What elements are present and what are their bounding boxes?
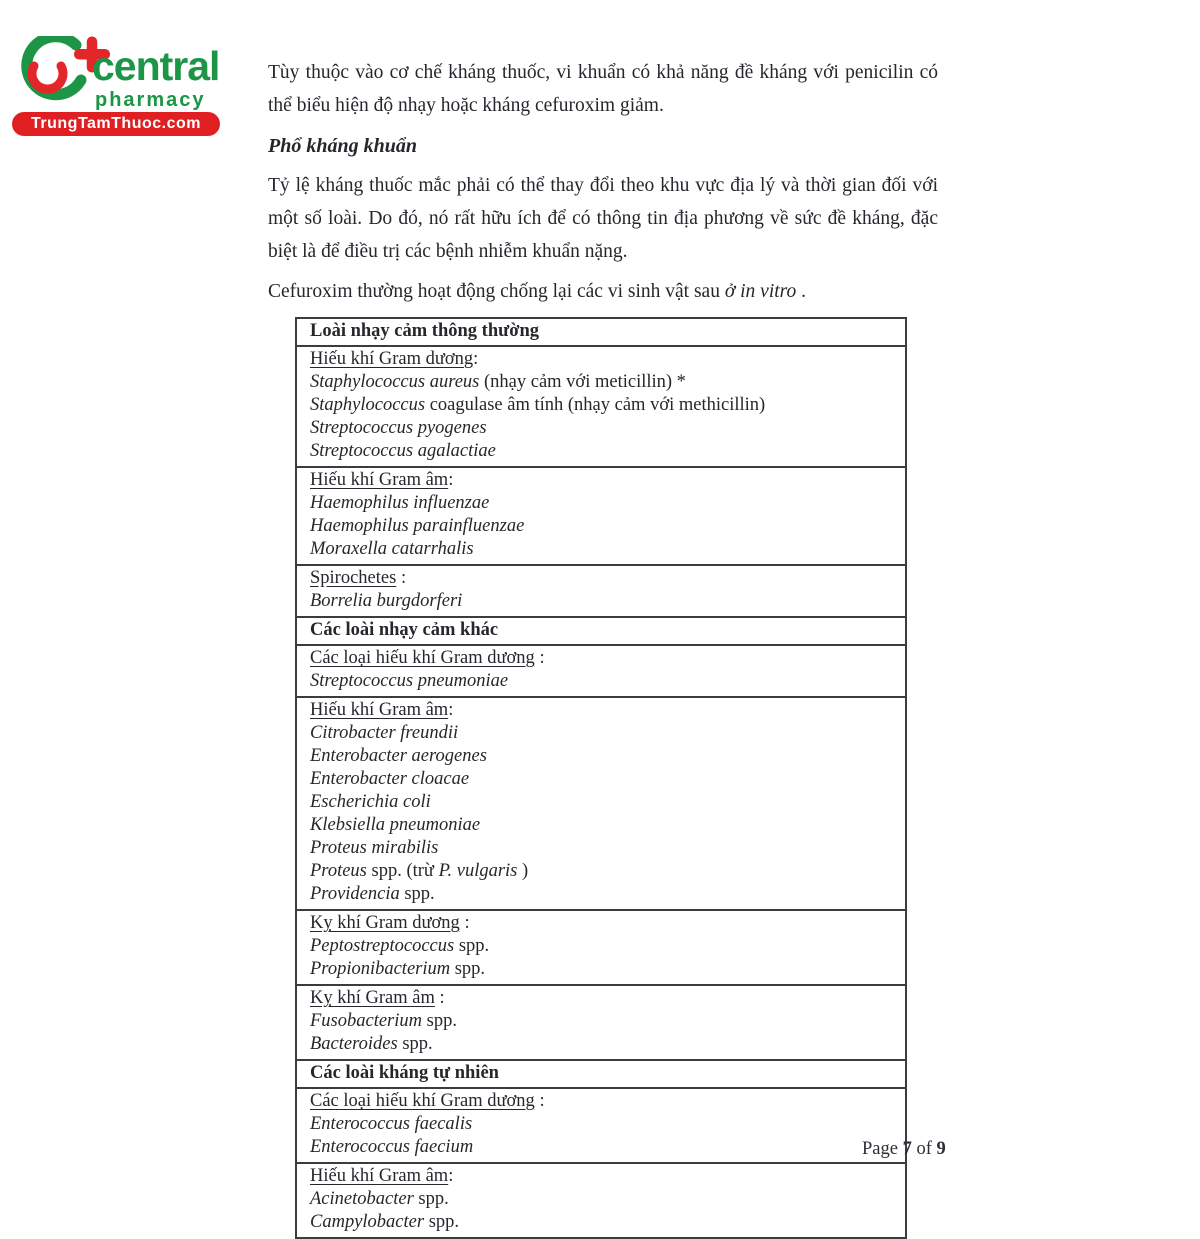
table-group-cell: [297, 909, 905, 984]
species-line: Enterobacter cloacae: [310, 769, 470, 789]
table-group-cell: [297, 345, 905, 466]
species-line: Proteus mirabilis: [310, 838, 439, 858]
intro-italic-text: ở in vitro: [724, 281, 797, 302]
group-label: Hiếu khí Gram âm:: [310, 470, 454, 490]
total-pages: 9: [936, 1139, 946, 1159]
table-group-cell: [297, 564, 905, 616]
brand-name: central: [92, 43, 220, 89]
species-line: Proteus spp. (trừ P. vulgaris ): [310, 861, 529, 881]
group-label: Các loại hiếu khí Gram dương :: [310, 1091, 545, 1111]
group-label: Các loại hiếu khí Gram dương :: [310, 648, 545, 668]
group-label: Hiếu khí Gram âm:: [310, 700, 454, 720]
species-line: Propionibacterium spp.: [310, 959, 486, 979]
species-line: Klebsiella pneumoniae: [310, 815, 481, 835]
intro-tail-text: .: [796, 281, 807, 302]
group-label: Hiếu khí Gram dương:: [310, 349, 479, 369]
table-group-cell: [297, 644, 905, 696]
group-label: Kỵ khí Gram âm :: [310, 988, 445, 1008]
group-label: Kỵ khí Gram dương :: [310, 913, 470, 933]
table-group-cell: [297, 1087, 905, 1162]
species-line: Peptostreptococcus spp.: [310, 936, 490, 956]
heading-antibacterial-spectrum: Phổ kháng khuẩn: [268, 135, 417, 157]
species-line: Moraxella catarrhalis: [310, 539, 474, 559]
group-label: Hiếu khí Gram âm:: [310, 1166, 454, 1186]
species-line: Campylobacter spp.: [310, 1212, 460, 1232]
species-line: Fusobacterium spp.: [310, 1011, 457, 1031]
species-line: Haemophilus influenzae: [310, 493, 490, 513]
red-arc-icon: [32, 66, 63, 89]
species-line: Bacteroides spp.: [310, 1034, 433, 1054]
table-group-cell: [297, 984, 905, 1059]
species-line: Citrobacter freundii: [310, 723, 459, 743]
group-label: Spirochetes :: [310, 568, 407, 588]
species-line: Providencia spp.: [310, 884, 435, 904]
document-body: [268, 56, 938, 1239]
page-footer: [862, 1139, 946, 1160]
brand-subtitle: pharmacy: [95, 89, 206, 111]
species-line: Enterobacter aerogenes: [310, 746, 487, 766]
table-intro-line: [268, 277, 938, 307]
species-line: Borrelia burgdorferi: [310, 591, 463, 611]
paragraph-prevalence: Tỷ lệ kháng thuốc mắc phải có thể thay đổi theo khu vực địa lý và thời gian đối với một số loài. Do đó, nó rất hữu ích để có thông tin địa phương về sức đề kháng, đặc biệt là để điều trị các bệnh nhiễm khuẩn nặng.: [268, 175, 938, 262]
table-section-header: Các loài nhạy cảm khác: [297, 616, 905, 644]
species-line: Staphylococcus aureus (nhạy cảm với meticillin) *: [310, 372, 686, 392]
spectrum-table: [295, 317, 907, 1239]
page-number: 7: [902, 1139, 912, 1159]
species-line: Acinetobacter spp.: [310, 1189, 449, 1209]
table-group-cell: [297, 696, 905, 909]
species-line: Staphylococcus coagulase âm tính (nhạy cảm với methicillin): [310, 395, 766, 415]
website-badge: TrungTamThuoc.com: [12, 112, 220, 136]
species-line: Haemophilus parainfluenzae: [310, 516, 525, 536]
species-line: Streptococcus pyogenes: [310, 418, 487, 438]
species-line: Enterococcus faecium: [310, 1137, 474, 1157]
page-label: Page: [862, 1139, 903, 1159]
species-line: Escherichia coli: [310, 792, 431, 812]
table-group-cell: [297, 466, 905, 564]
species-line: Streptococcus agalactiae: [310, 441, 496, 461]
of-label: of: [911, 1139, 937, 1159]
paragraph-resistance-mechanism: Tùy thuộc vào cơ chế kháng thuốc, vi khuẩn có khả năng đề kháng với penicilin có thể biểu hiện độ nhạy hoặc kháng cefuroxim giảm.: [268, 62, 938, 116]
table-section-header: Các loài kháng tự nhiên: [297, 1059, 905, 1087]
species-line: Streptococcus pneumoniae: [310, 671, 509, 691]
pharmacy-logo: [12, 34, 224, 140]
species-line: Enterococcus faecalis: [310, 1114, 473, 1134]
table-section-header: Loài nhạy cảm thông thường: [310, 321, 540, 341]
intro-regular-text: Cefuroxim thường hoạt động chống lại các vi sinh vật sau: [268, 281, 725, 302]
